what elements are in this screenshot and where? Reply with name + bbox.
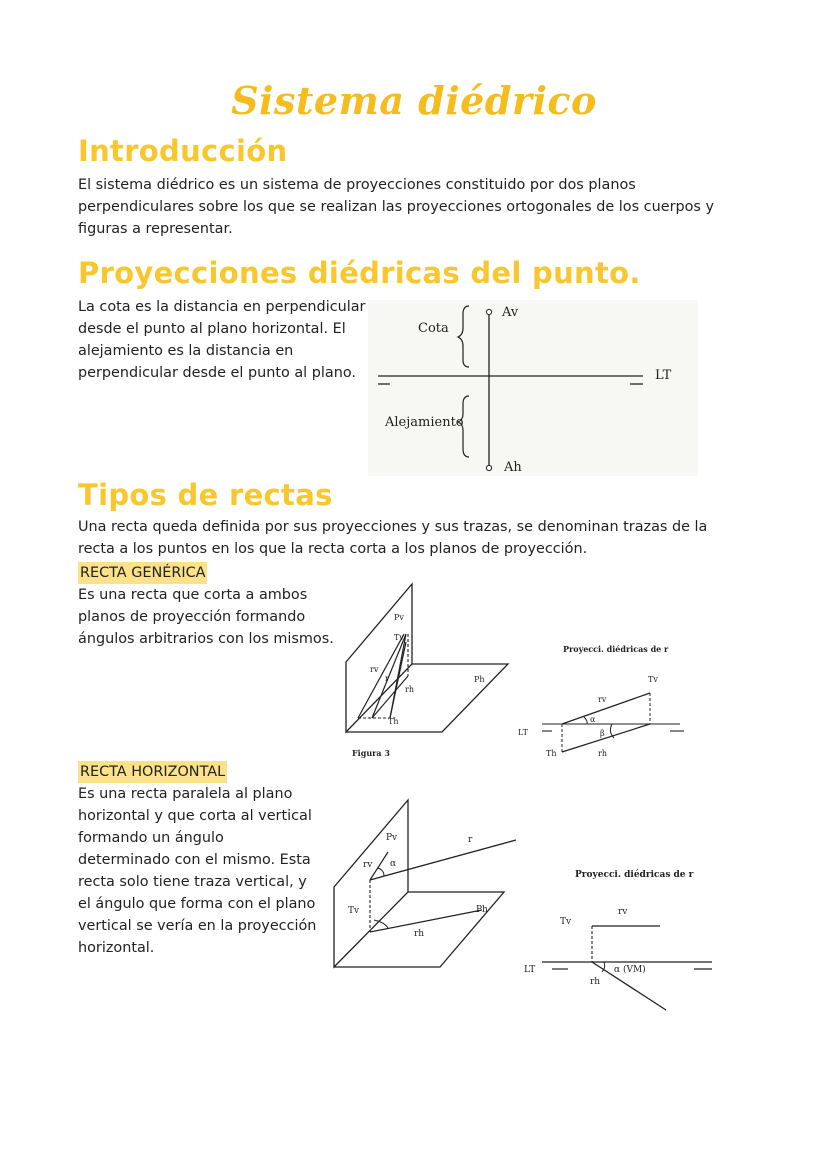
- alpha-label: α: [390, 859, 397, 869]
- tv-label: Tv: [348, 906, 360, 916]
- alejamiento-label: Alejamiento: [385, 415, 464, 430]
- point-ah: [486, 465, 491, 470]
- lt-label: LT: [518, 728, 528, 737]
- rectas-heading: Tipos de rectas: [78, 478, 333, 512]
- rh-label: rh: [598, 749, 607, 758]
- point-av: [486, 309, 491, 314]
- ah-label: Ah: [504, 460, 522, 475]
- r-label: r: [385, 674, 389, 683]
- rh-label: rh: [405, 685, 414, 694]
- th-label: Th: [388, 717, 399, 726]
- ph-label: Ph: [476, 905, 488, 915]
- generica-figure-2d: [508, 640, 698, 764]
- vertical-plane: [334, 800, 408, 967]
- alpha-arc-vertical: [378, 868, 384, 876]
- punto-text: La cota es la distancia en perpendicular desde el punto al plano horizontal. El alejamiento es la distancia en perpendicular desde el punto al plano.: [78, 299, 366, 381]
- ph-label: Ph: [474, 675, 485, 684]
- alpha-arc: [584, 717, 587, 724]
- generica-text: Es una recta que corta a ambos planos de proyección formando ángulos arbitrarios con los mismos.: [78, 587, 334, 647]
- figure-2d-title: Proyecci. diédricas de r: [575, 870, 694, 880]
- line-rv: [358, 634, 404, 718]
- rv-label: rv: [618, 907, 628, 917]
- beta-label: β: [600, 729, 605, 738]
- lt-label: LT: [524, 965, 536, 975]
- figure-caption: Figura 3: [352, 748, 390, 758]
- intro-text: El sistema diédrico es un sistema de proyecciones constituido por dos planos perpendiculares sobre los que se realizan las proyecciones ortogonales de los cuerpos y figuras a representar.: [78, 177, 715, 237]
- rh-label: rh: [590, 977, 601, 987]
- rv-label: rv: [370, 665, 379, 674]
- tv-label: Tv: [394, 633, 404, 642]
- alpha-vm-label: α (VM): [614, 965, 646, 975]
- rectas-text: Una recta queda definida por sus proyecciones y sus trazas, se denominan trazas de la recta a los puntos en los que la recta corta a los planos de proyección.: [78, 519, 708, 557]
- pv-label: Pv: [394, 613, 404, 622]
- rv-label: rv: [598, 695, 607, 704]
- tv-label: Tv: [560, 917, 572, 927]
- cota-label: Cota: [418, 321, 449, 336]
- rh-label: rh: [414, 929, 425, 939]
- intro-heading: Introducción: [78, 134, 288, 168]
- th-label: Th: [546, 749, 557, 758]
- horizontal-figure-3d: [326, 792, 522, 972]
- page-title: Sistema diédrico: [231, 78, 597, 123]
- punto-figure: [368, 300, 698, 476]
- r-label: r: [468, 835, 473, 845]
- av-label: Av: [502, 305, 519, 320]
- horizontal-label: RECTA HORIZONTAL: [78, 761, 227, 783]
- alpha-label: α: [590, 715, 596, 724]
- figure-2d-title: Proyecci. diédricas de r: [563, 644, 669, 654]
- horizontal-text: Es una recta paralela al plano horizontal y que corta al vertical formando un ángulo determinado con el mismo. Esta recta solo tiene traza vertical, y el ángulo que forma con el plano vertical se vería en la proyección horizontal.: [78, 786, 317, 956]
- tv-label: Tv: [648, 675, 658, 684]
- punto-heading: Proyecciones diédricas del punto.: [78, 256, 641, 290]
- lt-label: LT: [655, 368, 672, 383]
- generica-figure-3d: [336, 572, 518, 764]
- horizontal-figure-2d: [522, 862, 718, 1022]
- line-rh: [562, 724, 650, 752]
- rv-label: rv: [363, 860, 373, 870]
- pv-label: Pv: [386, 833, 398, 843]
- generica-label: RECTA GENÉRICA: [78, 562, 207, 584]
